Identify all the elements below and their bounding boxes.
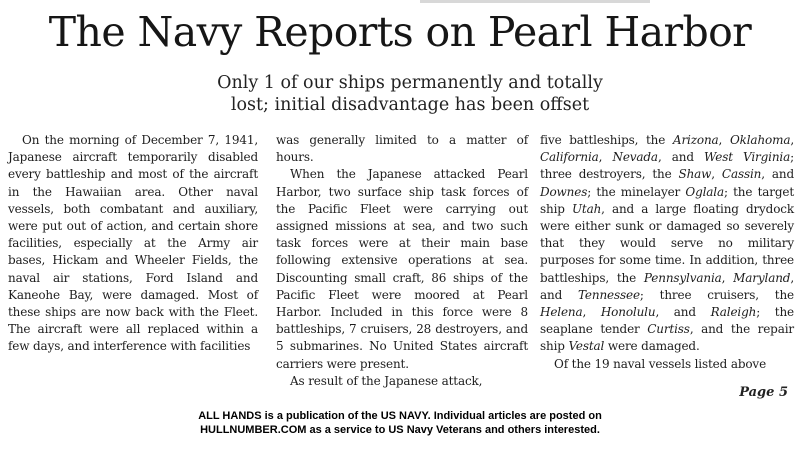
text-run: five battleships, the [540, 133, 673, 147]
subtitle-line-2: lost; initial disadvantage has been offset [230, 95, 590, 115]
footer-line-2: HULLNUMBER.COM as a service to US Navy Veterans and others interested. [200, 424, 600, 436]
text-run: , and [655, 305, 711, 320]
footer-line-1: ALL HANDS is a publication of the US NAVY. Individual articles are posted on [198, 410, 602, 422]
column-3 [540, 132, 794, 373]
text-run: , and [657, 150, 705, 165]
article-body [0, 132, 800, 388]
text-run: ; three cruisers, the [639, 287, 794, 302]
paragraph [540, 132, 794, 356]
ship-name: Nevada [612, 150, 658, 165]
text-run: , [790, 133, 794, 147]
paragraph: On the morning of December 7, 1941, Japanese aircraft temporarily disabled every battleship and most of the aircraft in the Hawaiian area. Other naval vessels, both combatant and auxiliary, were put out of action, and certain shore facilities, especially at the Army air bases, Hickam and Wheeler Fields, the naval air stations, Ford Island and Kaneohe Bay, were damaged. Most of these ships are now back with the Fleet. The aircraft were all replaced within a few days, and interference with facilities [8, 133, 258, 354]
text-run: ; the minelayer [587, 184, 686, 199]
ship-name: California [540, 150, 599, 165]
ship-name: Curtiss [647, 322, 690, 337]
ship-name: Honolulu [600, 305, 656, 320]
ship-name: Pennsylvania [643, 270, 722, 285]
paragraph: was generally limited to a matter of hours. [276, 133, 528, 165]
text-run: , [711, 167, 722, 182]
page-number: Page 5 [739, 385, 788, 400]
text-run: , [718, 133, 730, 147]
footer-notice [0, 409, 800, 437]
paragraph: When the Japanese attacked Pearl Harbor, two surface ship task forces of the Pacific Fleet were carrying out assigned missions at sea, and two such task forces were at their main base following extensive operations at sea. Discounting small craft, 86 ships of the Pacific Fleet were moored at Pearl Harbor. Included in this force were 8 battleships, 7 cruisers, 28 destroyers, and 5 submarines. No United States aircraft carriers were present. [276, 167, 528, 371]
ship-name: Vestal [568, 339, 605, 354]
text-run: ; three destroyers, the [540, 150, 794, 182]
ship-name: Raleigh [710, 305, 757, 320]
subtitle-line-1: Only 1 of our ships permanently and totally [217, 73, 603, 93]
ship-name: Oglala [685, 184, 724, 199]
column-2 [276, 132, 528, 390]
ship-name: Maryland [733, 270, 791, 285]
text-run: were damaged. [604, 339, 700, 354]
ship-name: Helena [540, 305, 583, 320]
text-run: , and [761, 167, 794, 182]
paragraph: As result of the Japanese attack, [290, 373, 483, 388]
ship-name: Oklahoma [729, 133, 791, 147]
paragraph: Of the 19 naval vessels listed above [554, 356, 767, 371]
text-run: , and the repair ship [540, 322, 794, 354]
ship-name: Downes [540, 184, 588, 199]
ship-name: Utah [571, 201, 602, 216]
top-rule [420, 0, 650, 3]
text-run: ; the seaplane tender [540, 305, 794, 337]
article-subtitle [200, 72, 620, 116]
text-run: , [598, 150, 613, 165]
text-run: , and a large floating drydock were either sunk or damaged so severely that they would serve no military purposes for some time. In addition, three battleships, the [540, 201, 794, 285]
text-run: , and [540, 270, 794, 302]
text-run: , [582, 305, 601, 320]
ship-name: Tennessee [578, 287, 640, 302]
text-run: , [721, 270, 734, 285]
column-1 [8, 132, 258, 356]
ship-name: Shaw [678, 167, 712, 182]
ship-name: Cassin [721, 167, 762, 182]
ship-name: Arizona [672, 133, 719, 147]
text-run: ; the target ship [540, 184, 794, 216]
ship-name: West Virginia [704, 150, 791, 165]
article-title: The Navy Reports on Pearl Harbor [48, 8, 752, 56]
